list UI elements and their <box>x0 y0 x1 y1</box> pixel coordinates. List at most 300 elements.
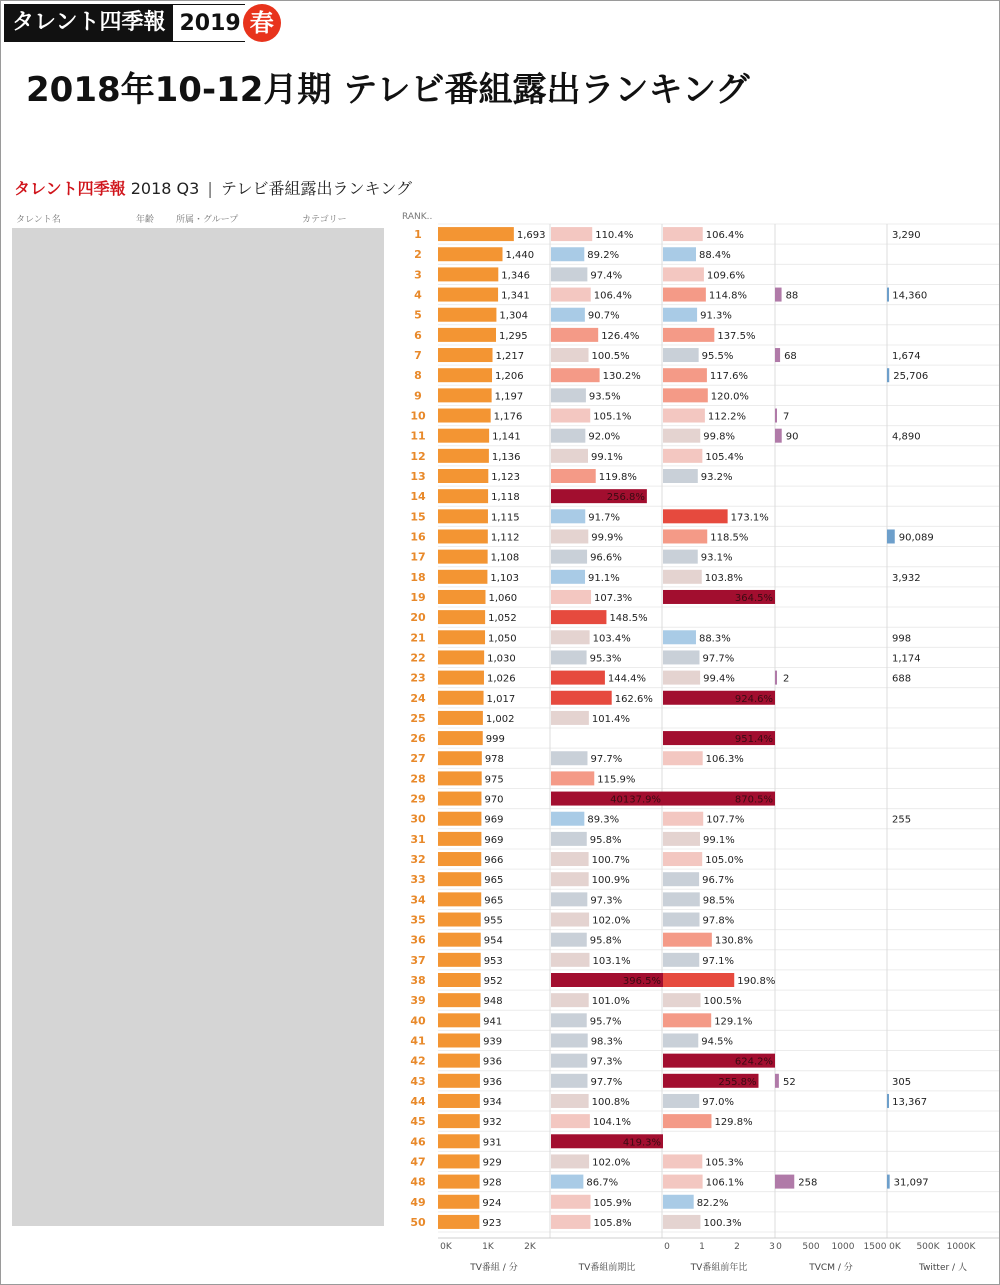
tv-minutes-label: 1,103 <box>490 572 520 584</box>
tv-minutes-bar <box>438 933 481 947</box>
tv-minutes-bar <box>438 509 488 523</box>
tv-minutes-label: 1,108 <box>490 552 520 564</box>
tv-minutes-label: 1,002 <box>485 713 515 725</box>
tv-minutes-bar <box>438 1013 480 1027</box>
prev-year-label: 105.3% <box>705 1157 744 1169</box>
twitter-label: 31,097 <box>893 1177 929 1189</box>
prev-year-bar <box>663 650 699 664</box>
tvcm-label: 7 <box>783 411 790 423</box>
tvcm-bar <box>775 288 782 302</box>
tv-minutes-label: 1,050 <box>488 633 517 645</box>
twitter-label: 255 <box>892 814 912 826</box>
tv-minutes-bar <box>438 1175 480 1189</box>
rank-label: 38 <box>410 974 426 987</box>
rank-label: 10 <box>410 409 426 423</box>
prev-year-label: 118.5% <box>710 532 749 544</box>
prev-quarter-label: 97.3% <box>590 1056 623 1068</box>
prev-year-label: 91.3% <box>700 310 732 322</box>
tv-minutes-label: 1,112 <box>490 532 520 544</box>
footer-prev-quarter: TV番組前期比 <box>578 1263 636 1273</box>
tv-minutes-label: 1,346 <box>501 270 530 282</box>
tvcm-label: 52 <box>783 1076 796 1088</box>
tv-minutes-bar <box>438 267 498 281</box>
rank-label: 2 <box>414 248 422 262</box>
tv-minutes-label: 965 <box>484 895 504 907</box>
tv-minutes-bar <box>438 328 496 342</box>
page-title: 2018年10-12月期 テレビ番組露出ランキング <box>26 70 750 110</box>
prev-quarter-bar <box>551 328 598 342</box>
twitter-label: 90,089 <box>898 532 934 544</box>
prev-quarter-bar <box>551 429 585 443</box>
twitter-axis-tick: 0K <box>889 1242 901 1252</box>
prev-year-label: 97.1% <box>702 955 735 967</box>
prev-year-bar <box>663 1175 703 1189</box>
tv-minutes-label: 1,123 <box>491 472 520 483</box>
rank-label: 43 <box>410 1074 426 1088</box>
prev-quarter-bar <box>551 1114 590 1128</box>
rank-label: 29 <box>410 792 426 806</box>
prev-year-bar <box>663 1114 711 1128</box>
tvcm-label: 68 <box>784 351 797 363</box>
rank-label: 37 <box>410 953 426 967</box>
tv-axis-tick: 1K <box>482 1242 494 1252</box>
prev-quarter-bar <box>551 610 606 624</box>
tv-minutes-bar <box>438 489 488 503</box>
tv-minutes-label: 1,118 <box>491 492 520 504</box>
prev-year-label: 117.6% <box>709 371 749 383</box>
tv-minutes-label: 952 <box>483 976 503 987</box>
tv-minutes-bar <box>438 751 482 765</box>
prev-year-label: 103.8% <box>704 572 743 584</box>
rank-label: 14 <box>410 490 426 504</box>
tvcm-label: 258 <box>798 1177 818 1189</box>
prev-quarter-label: 99.1% <box>590 451 623 463</box>
rank-label: 47 <box>410 1155 426 1169</box>
tvcm-axis-tick: 0 <box>776 1242 782 1252</box>
prev-year-label: 95.5% <box>701 351 734 363</box>
rank-label: 31 <box>410 832 426 846</box>
prev-quarter-label: 102.0% <box>592 915 631 927</box>
rank-label: 17 <box>410 550 426 564</box>
rank-label: 4 <box>414 288 422 302</box>
prev-year-bar <box>663 630 696 644</box>
tv-minutes-label: 1,206 <box>495 371 524 383</box>
twitter-label: 4,890 <box>892 431 921 443</box>
rank-label: 16 <box>410 530 426 544</box>
subtitle-separator: | <box>207 179 213 198</box>
tv-minutes-label: 1,440 <box>505 250 535 262</box>
tv-minutes-label: 1,017 <box>486 693 516 705</box>
rank-label: 15 <box>410 510 426 524</box>
tv-minutes-label: 1,052 <box>488 613 517 625</box>
prev-quarter-bar <box>551 812 584 826</box>
header-category: カテゴリー <box>302 215 347 225</box>
twitter-label: 3,290 <box>892 230 921 242</box>
rank-label: 1 <box>414 228 422 242</box>
tv-minutes-label: 1,136 <box>491 451 521 463</box>
prev-quarter-label: 103.4% <box>592 633 631 645</box>
prev-quarter-label: 95.8% <box>589 935 622 947</box>
tv-minutes-bar <box>438 852 481 866</box>
tv-axis-tick: 2K <box>524 1242 536 1252</box>
prev-quarter-bar <box>551 288 591 302</box>
twitter-label: 25,706 <box>893 371 929 383</box>
prev-quarter-bar <box>551 469 596 483</box>
prev-quarter-label: 144.4% <box>607 673 647 685</box>
tv-minutes-bar <box>438 590 485 604</box>
prev-quarter-bar <box>551 711 589 725</box>
rank-label: 26 <box>410 732 426 746</box>
prev-quarter-bar <box>551 933 587 947</box>
tv-minutes-label: 954 <box>483 935 503 947</box>
tv-minutes-bar <box>438 1054 480 1068</box>
rank-label: 50 <box>410 1215 426 1229</box>
rank-label: 18 <box>410 570 426 584</box>
prev-quarter-label: 110.4% <box>595 230 634 242</box>
prev-year-label: 106.3% <box>705 754 744 766</box>
prev-quarter-label: 96.6% <box>590 552 622 564</box>
tv-minutes-label: 965 <box>484 875 504 887</box>
prev-quarter-bar <box>551 570 585 584</box>
prev-quarter-label: 95.7% <box>589 1016 622 1028</box>
header-talent: タレント名 <box>16 215 61 225</box>
twitter-bar <box>887 1175 890 1189</box>
prev-year-label: 97.0% <box>702 1096 734 1108</box>
tv-minutes-label: 936 <box>482 1076 503 1088</box>
prev-quarter-label: 97.3% <box>590 895 623 907</box>
prev-quarter-label: 107.3% <box>594 592 633 604</box>
prev-year-label: 88.4% <box>699 250 731 262</box>
rank-label: 49 <box>410 1195 426 1209</box>
tv-minutes-label: 1,693 <box>516 230 546 242</box>
rank-label: 24 <box>410 691 426 705</box>
prev-quarter-bar <box>551 1094 589 1108</box>
tv-minutes-label: 1,217 <box>495 351 525 363</box>
tv-minutes-label: 941 <box>483 1016 503 1028</box>
prev-year-label: 951.4% <box>734 734 773 746</box>
tv-minutes-label: 975 <box>484 774 504 786</box>
tv-minutes-bar <box>438 409 491 423</box>
twitter-axis-tick: 1000K <box>946 1242 976 1252</box>
prev-year-bar <box>663 832 700 846</box>
prev-year-label: 120.0% <box>710 391 749 403</box>
prev-quarter-label: 93.5% <box>588 391 621 403</box>
prev-year-label: 106.4% <box>705 230 744 242</box>
tv-minutes-label: 939 <box>483 1036 503 1048</box>
prev-year-bar <box>663 328 714 342</box>
prev-quarter-bar <box>551 388 586 402</box>
prev-year-bar <box>663 1154 702 1168</box>
prev-quarter-label: 99.9% <box>591 532 624 544</box>
prev-quarter-bar <box>551 550 587 564</box>
twitter-label: 1,174 <box>892 653 921 665</box>
twitter-label: 305 <box>892 1076 912 1088</box>
prev-year-bar <box>663 892 700 906</box>
tv-minutes-label: 1,295 <box>499 330 528 342</box>
tv-minutes-bar <box>438 308 496 322</box>
prev-quarter-label: 105.1% <box>593 411 632 423</box>
tv-minutes-label: 934 <box>482 1096 502 1108</box>
prev-quarter-bar <box>551 691 612 705</box>
tv-minutes-bar <box>438 288 498 302</box>
tv-minutes-bar <box>438 671 484 685</box>
prev-year-label: 106.1% <box>705 1177 744 1189</box>
tv-minutes-bar <box>438 892 481 906</box>
prev-quarter-bar <box>551 368 600 382</box>
prev-year-label: 870.5% <box>734 794 773 806</box>
tvcm-axis-tick: 500 <box>802 1242 820 1252</box>
prev-quarter-bar <box>551 671 605 685</box>
prev-quarter-label: 100.8% <box>591 1096 630 1108</box>
prev-year-label: 114.8% <box>708 290 747 302</box>
prev-year-label: 105.0% <box>705 855 744 867</box>
prev-year-bar <box>663 267 704 281</box>
prev-quarter-bar <box>551 1154 589 1168</box>
prev-quarter-bar <box>551 1195 591 1209</box>
tv-minutes-bar <box>438 872 481 886</box>
tv-minutes-bar <box>438 227 514 241</box>
rank-label: 5 <box>414 308 422 322</box>
prev-year-bar <box>663 550 698 564</box>
prev-year-bar <box>663 872 699 886</box>
prev-year-label: 97.7% <box>702 653 735 665</box>
prev-year-label: 97.8% <box>702 915 735 927</box>
rank-label: 45 <box>410 1115 426 1129</box>
tv-minutes-bar <box>438 812 481 826</box>
rank-label: 41 <box>410 1034 426 1048</box>
tv-minutes-label: 1,060 <box>488 592 518 604</box>
tv-minutes-bar <box>438 469 488 483</box>
prev-quarter-bar <box>551 771 594 785</box>
tv-minutes-bar <box>438 993 480 1007</box>
prev-quarter-bar <box>551 409 590 423</box>
tvcm-bar <box>775 429 782 443</box>
tv-minutes-bar <box>438 1074 480 1088</box>
rank-label: 11 <box>410 429 426 443</box>
prev-quarter-label: 130.2% <box>602 371 641 383</box>
prev-quarter-label: 101.0% <box>591 996 630 1008</box>
prev-year-axis-tick: 2 <box>734 1242 740 1252</box>
tv-minutes-label: 970 <box>484 794 504 806</box>
rank-label: 34 <box>410 893 426 907</box>
prev-year-bar <box>663 812 703 826</box>
tv-minutes-label: 1,026 <box>486 673 516 685</box>
tv-minutes-bar <box>438 348 493 362</box>
prev-year-axis-tick: 3 <box>769 1242 775 1252</box>
prev-quarter-label: 97.4% <box>590 270 623 282</box>
tvcm-bar <box>775 409 777 423</box>
prev-quarter-bar <box>551 892 587 906</box>
rank-label: 28 <box>410 772 426 786</box>
prev-year-axis-tick: 1 <box>699 1242 705 1252</box>
prev-quarter-label: 40137.9% <box>610 794 661 806</box>
rank-label: 27 <box>410 752 426 766</box>
prev-quarter-bar <box>551 872 589 886</box>
twitter-bar <box>887 368 889 382</box>
prev-year-label: 99.8% <box>703 431 736 443</box>
tv-minutes-bar <box>438 630 485 644</box>
prev-quarter-bar <box>551 751 587 765</box>
prev-year-bar <box>663 671 700 685</box>
prev-quarter-bar <box>551 913 589 927</box>
tv-minutes-bar <box>438 550 488 564</box>
prev-year-label: 129.1% <box>714 1016 753 1028</box>
prev-year-label: 109.6% <box>706 270 746 282</box>
prev-quarter-label: 106.4% <box>593 290 632 302</box>
twitter-bar <box>887 1094 889 1108</box>
tvcm-bar <box>775 1175 794 1189</box>
tv-minutes-label: 928 <box>482 1177 502 1189</box>
tvcm-bar <box>775 348 780 362</box>
tv-minutes-label: 969 <box>484 834 504 846</box>
prev-year-label: 137.5% <box>717 330 756 342</box>
rank-label: 23 <box>410 671 426 685</box>
brand-season-badge: 春 <box>243 4 281 42</box>
tv-minutes-label: 1,304 <box>499 310 529 322</box>
twitter-bar <box>887 529 895 543</box>
prev-quarter-label: 396.5% <box>622 976 661 987</box>
prev-year-label: 100.3% <box>703 1217 742 1229</box>
prev-quarter-bar <box>551 590 591 604</box>
header-age: 年齢 <box>136 215 155 225</box>
prev-year-label: 130.8% <box>714 935 753 947</box>
prev-quarter-label: 101.4% <box>591 713 630 725</box>
rank-label: 22 <box>410 651 426 665</box>
tv-minutes-bar <box>438 368 492 382</box>
tv-minutes-label: 955 <box>483 915 503 927</box>
prev-quarter-label: 100.7% <box>591 855 630 867</box>
prev-quarter-bar <box>551 267 587 281</box>
prev-year-label: 99.4% <box>703 673 735 685</box>
prev-quarter-label: 115.9% <box>597 774 636 786</box>
tv-minutes-bar <box>438 771 482 785</box>
tvcm-label: 2 <box>783 673 790 685</box>
rank-label: 36 <box>410 933 426 947</box>
tv-minutes-label: 931 <box>482 1137 502 1149</box>
tv-minutes-bar <box>438 1033 480 1047</box>
tv-axis-tick: 0K <box>440 1242 452 1252</box>
tv-minutes-label: 999 <box>485 734 505 746</box>
prev-quarter-bar <box>551 1074 587 1088</box>
tv-minutes-bar <box>438 449 489 463</box>
tv-minutes-label: 1,115 <box>490 512 520 524</box>
prev-quarter-label: 97.7% <box>590 1076 623 1088</box>
tv-minutes-bar <box>438 247 503 261</box>
brand-name: タレント四季報 <box>4 4 173 42</box>
tv-minutes-bar <box>438 792 481 806</box>
twitter-axis-tick: 500K <box>916 1242 940 1252</box>
tvcm-axis-tick: 1000 <box>831 1242 855 1252</box>
tvcm-bar <box>775 1074 779 1088</box>
prev-year-bar <box>663 409 705 423</box>
prev-quarter-bar <box>551 852 589 866</box>
prev-quarter-label: 100.5% <box>591 351 630 363</box>
prev-year-bar <box>663 469 698 483</box>
tv-minutes-bar <box>438 388 492 402</box>
prev-year-label: 99.1% <box>702 834 735 846</box>
brand-year: 2019 <box>173 4 244 42</box>
prev-quarter-bar <box>551 630 590 644</box>
tv-minutes-bar <box>438 1094 480 1108</box>
rank-label: 19 <box>410 590 426 604</box>
prev-quarter-bar <box>551 1054 587 1068</box>
tv-minutes-label: 924 <box>482 1197 502 1209</box>
tv-minutes-bar <box>438 832 481 846</box>
prev-year-bar <box>663 1195 694 1209</box>
prev-year-bar <box>663 1094 699 1108</box>
rank-label: 40 <box>410 1014 426 1028</box>
prev-year-bar <box>663 288 706 302</box>
prev-quarter-bar <box>551 650 587 664</box>
tv-minutes-label: 1,030 <box>487 653 516 665</box>
prev-quarter-label: 92.0% <box>588 431 621 443</box>
prev-quarter-bar <box>551 529 588 543</box>
prev-quarter-bar <box>551 227 592 241</box>
prev-quarter-label: 89.2% <box>587 250 620 262</box>
prev-year-bar <box>663 993 701 1007</box>
prev-quarter-label: 419.3% <box>622 1137 661 1149</box>
prev-year-bar <box>663 509 728 523</box>
rank-label: 9 <box>414 389 422 403</box>
footer-twitter: Twitter / 人 <box>919 1263 967 1273</box>
prev-quarter-label: 148.5% <box>609 613 648 625</box>
prev-year-bar <box>663 933 712 947</box>
prev-year-bar <box>663 308 697 322</box>
tv-minutes-label: 1,197 <box>494 391 524 403</box>
prev-year-bar <box>663 913 700 927</box>
tv-minutes-label: 966 <box>484 855 504 867</box>
prev-year-label: 105.4% <box>705 451 744 463</box>
prev-quarter-bar <box>551 1013 587 1027</box>
prev-quarter-label: 103.1% <box>592 955 631 967</box>
prev-quarter-bar <box>551 308 585 322</box>
prev-year-bar <box>663 751 703 765</box>
tv-minutes-label: 978 <box>484 754 504 766</box>
prev-year-bar <box>663 1215 700 1229</box>
rank-label: 48 <box>410 1175 426 1189</box>
tv-minutes-bar <box>438 973 481 987</box>
rank-label: 33 <box>410 873 426 887</box>
twitter-label: 14,360 <box>892 290 928 302</box>
rank-label: 30 <box>410 812 426 826</box>
prev-quarter-label: 97.7% <box>590 754 623 766</box>
prev-quarter-bar <box>551 993 589 1007</box>
prev-quarter-bar <box>551 832 587 846</box>
subtitle-brand: タレント四季報 <box>14 179 126 198</box>
prev-year-label: 255.8% <box>718 1076 757 1088</box>
rank-label: 6 <box>414 328 422 342</box>
prev-quarter-label: 104.1% <box>592 1117 632 1129</box>
subtitle-period: 2018 Q3 <box>130 179 200 198</box>
tv-minutes-label: 1,176 <box>493 411 523 423</box>
tv-minutes-label: 932 <box>482 1117 502 1129</box>
subtitle-text: テレビ番組露出ランキング <box>220 179 413 198</box>
twitter-label: 998 <box>892 633 912 645</box>
prev-year-label: 96.7% <box>702 875 734 887</box>
prev-year-bar <box>663 570 702 584</box>
tv-minutes-label: 953 <box>483 955 503 967</box>
twitter-bar <box>887 288 889 302</box>
prev-year-label: 88.3% <box>698 633 731 645</box>
rank-label: 20 <box>410 611 426 625</box>
prev-year-bar <box>663 852 702 866</box>
prev-quarter-label: 102.0% <box>592 1157 631 1169</box>
tv-minutes-bar <box>438 1154 480 1168</box>
tv-minutes-bar <box>438 913 481 927</box>
prev-year-label: 173.1% <box>730 512 769 524</box>
prev-year-bar <box>663 368 707 382</box>
prev-quarter-label: 86.7% <box>586 1177 619 1189</box>
